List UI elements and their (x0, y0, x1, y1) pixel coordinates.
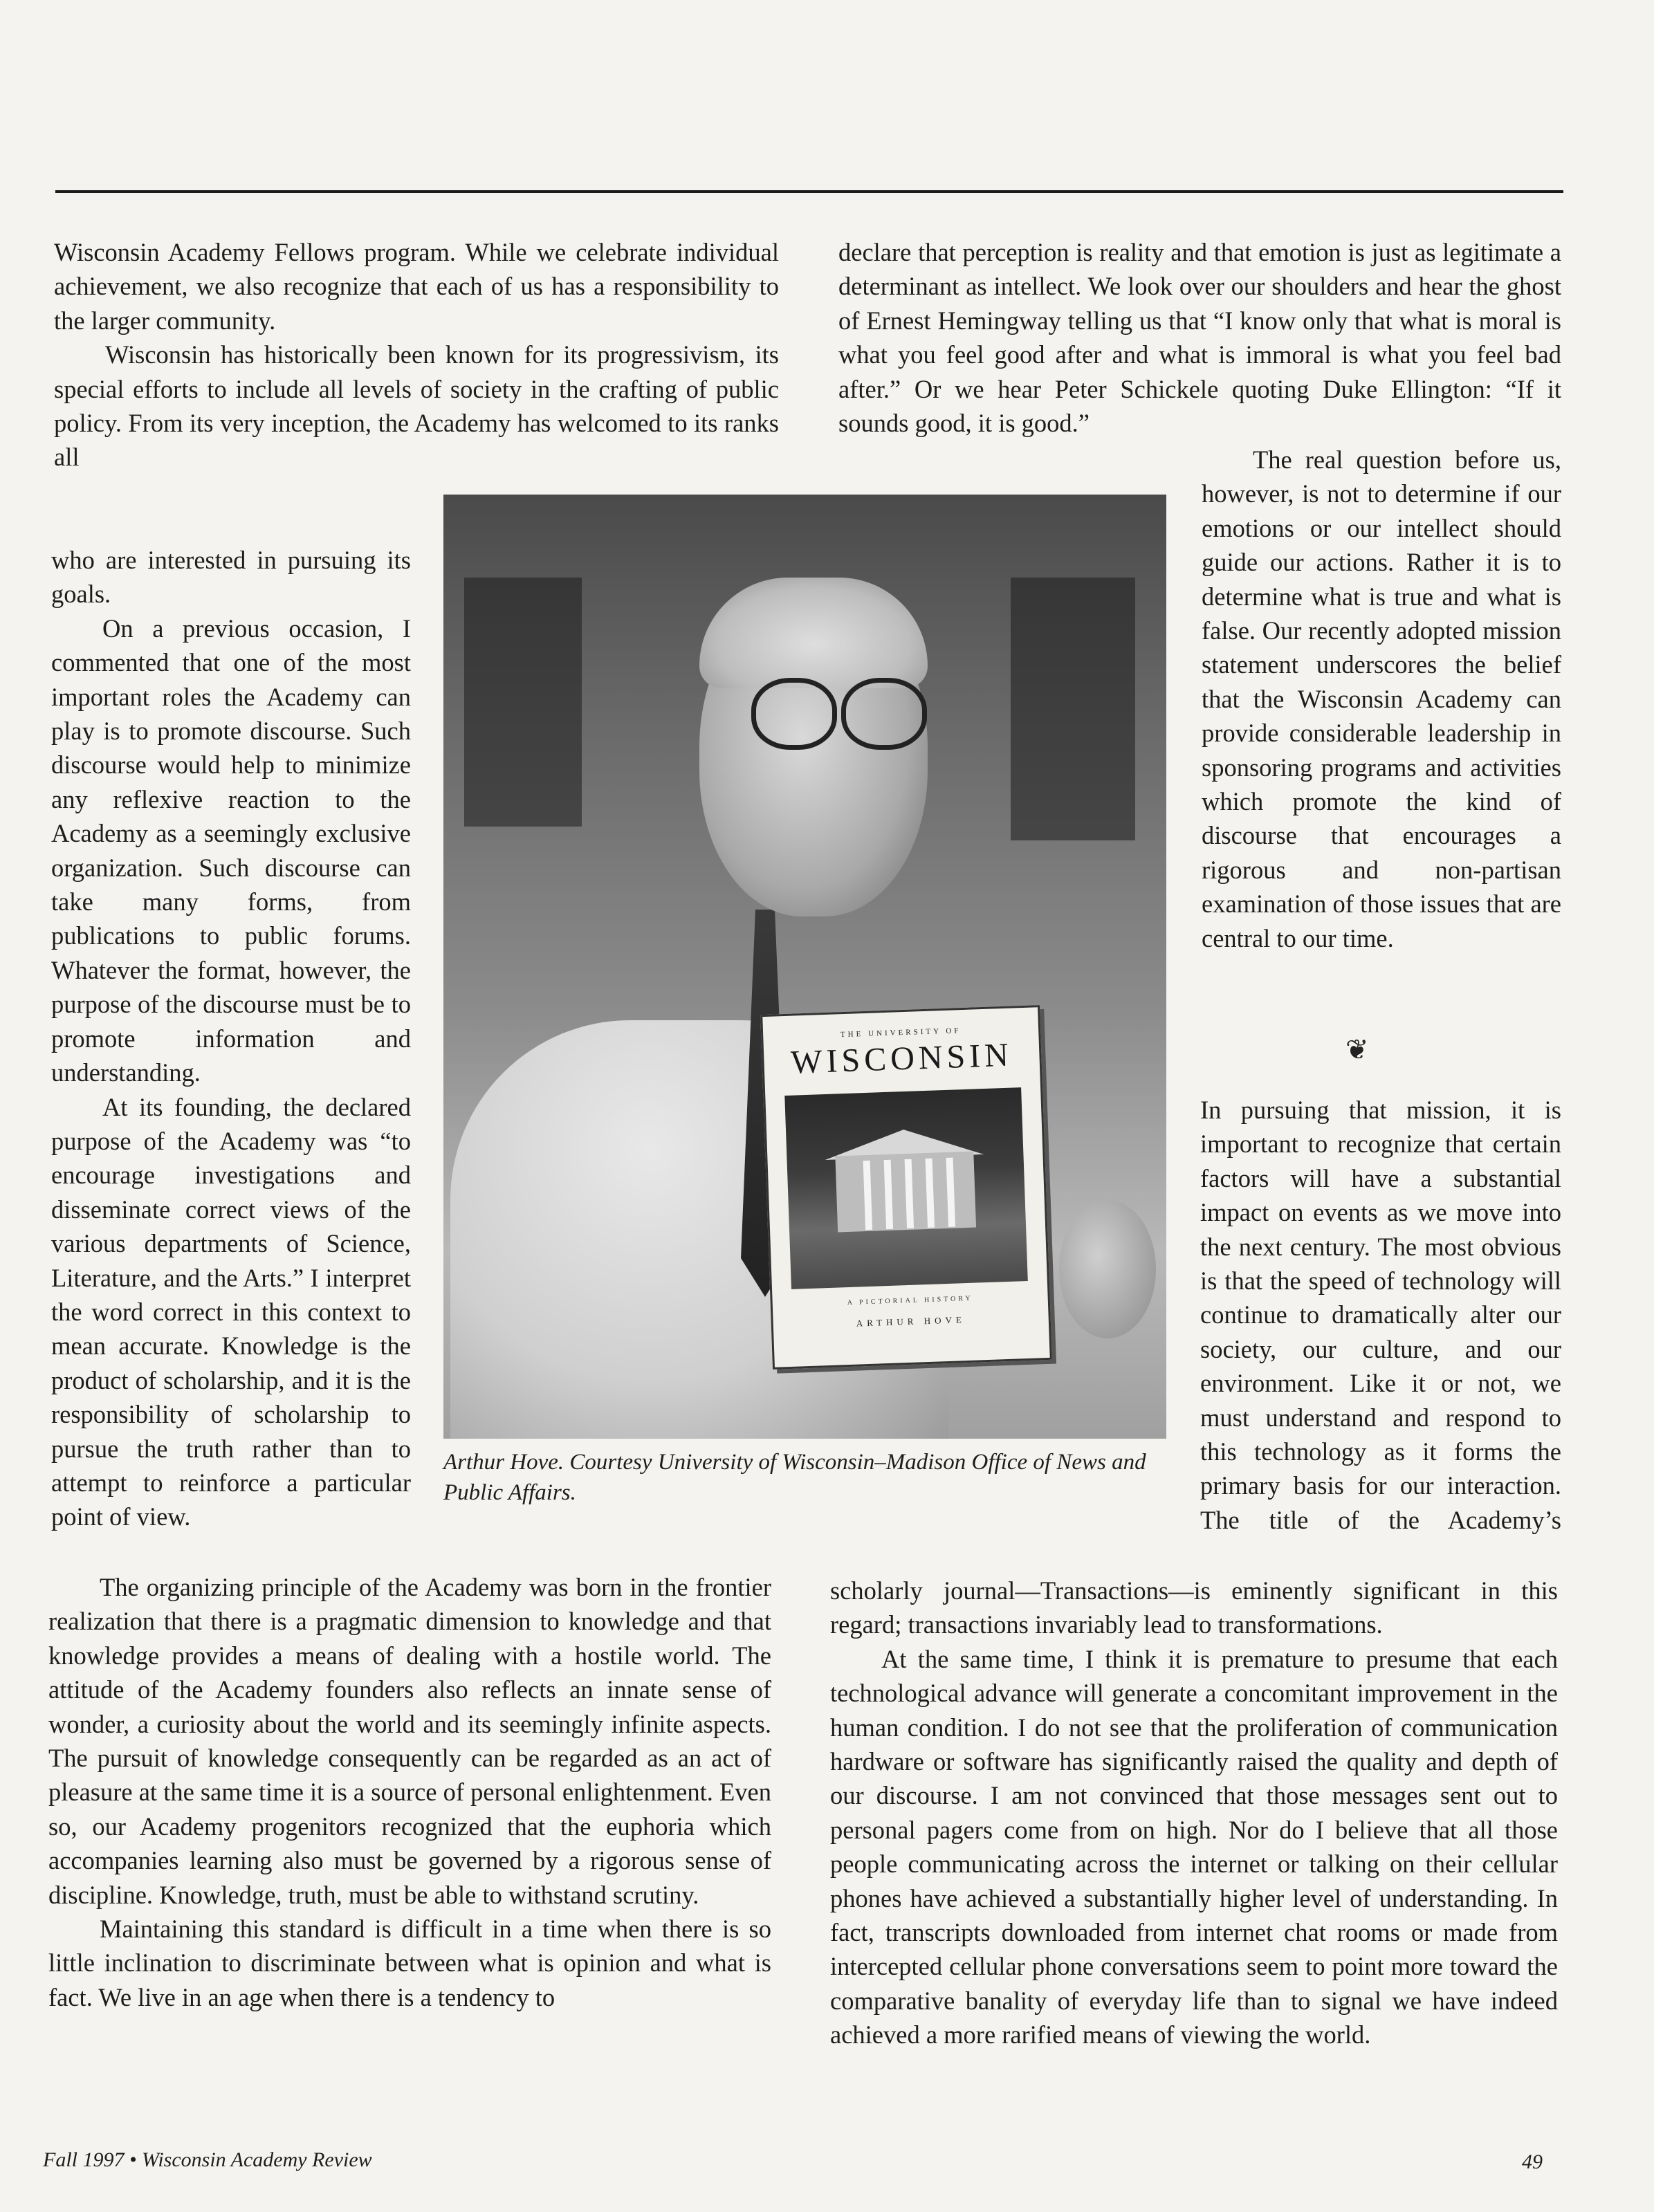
book-subtitle: A PICTORIAL HISTORY (847, 1294, 973, 1307)
left-column-top (54, 235, 779, 474)
paragraph: Maintaining this standard is difficult in a time when there is so little inclination to discriminate between what is opinion and what is fact. We live in an age when there is a tendency to (48, 1915, 771, 2011)
paragraph: At its founding, the declared purpose of the Academy was “to encourage investigations and disseminate correct views of the various departments of Science, Literature, and the Arts.” I interpret the word correct in this context to mean accurate. Knowledge is the product of scholarship, and it is the responsibility of scholarship to pursue the truth rather than to attempt to reinforce a particular point of view. (51, 1092, 411, 1531)
right-column-wrap (1202, 443, 1561, 955)
book-small-title: THE UNIVERSITY OF (840, 1026, 962, 1040)
paragraph: declare that perception is reality and that emotion is just as legitimate a determinant as intellect. We look over our shoulders and hear the ghost of Ernest Hemingway telling us that “I know only that what is moral is what you feel good after and what is immoral is what you feel bad after.” Or we hear Peter Schickele quoting Duke Ellington: “If it sounds good, it is good.” (838, 238, 1561, 438)
book-author: ARTHUR HOVE (856, 1314, 966, 1329)
glasses-right-lens (841, 678, 927, 750)
header-rule (55, 190, 1563, 193)
book-cover (760, 1005, 1052, 1370)
paragraph: On a previous occasion, I commented that one of the most important roles the Academy can play is to promote discourse. Such discourse would help to minimize any reflexive reaction to the Academy as a seemingly exclusive organization. Such discourse can take many forms, from publications to public forums. Whatever the format, however, the purpose of the discourse must be to promote information and understanding. (51, 614, 411, 1087)
paragraph: who are interested in pursuing its goals. (51, 546, 411, 609)
right-column-top (838, 235, 1561, 440)
book-title: WISCONSIN (790, 1036, 1013, 1081)
paragraph: scholarly journal—Transactions—is eminently significant in this regard; transactions invariably lead to transformations. (830, 1576, 1558, 1639)
background-window (464, 578, 582, 827)
man-hand (1059, 1200, 1156, 1338)
paragraph: The organizing principle of the Academy was born in the frontier realization that there is a pragmatic dimension to knowledge and that knowledge provides a means of dealing with a hostile world. The attitude of the Academy founders also reflects an innate sense of wonder, a curiosity about the world and its seemingly infinite aspects. The pursuit of knowledge consequently can be regarded as an act of pleasure at the same time it is a source of personal enlightenment. Even so, our Academy progenitors recognized that the euphoria which accompanies learning also must be governed by a rigorous sense of discipline. Knowledge, truth, must be able to withstand scrutiny. (48, 1573, 771, 1909)
section-ornament: ❦ (1345, 1034, 1369, 1065)
glasses-left-lens (751, 678, 837, 750)
page-number: 49 (1522, 2150, 1543, 2173)
book-cover-image (784, 1087, 1028, 1289)
paragraph: At the same time, I think it is premature to presume that each technological advance will generate a concomitant improvement in the human condition. I do not see that the proliferation of communication hardware or software has significantly raised the quality and depth of our discourse. I am not convinced that those messages sent out to personal pagers come from on high. Nor do I believe that all those people communicating across the internet or talking on their cellular phones have achieved a substantially higher level of understanding. In fact, transcripts downloaded from internet chat rooms or made from intercepted cellular phone conversations seem to point more toward the comparative banality of everyday life than to signal we have indeed achieved a more rarified means of viewing the world. (830, 1644, 1558, 2049)
right-column-bottom (830, 1574, 1558, 2052)
left-column-wrap (51, 543, 411, 1534)
paragraph: The real question before us, however, is not to determine if our emotions or our intellect should guide our actions. Rather it is to determine what is true and what is false. Our recently adopted mission statement underscores the belief that the Wisconsin Academy can provide considerable leadership in sponsoring programs and activities which promote the kind of discourse that encourages a rigorous and non-partisan examination of those issues that are central to our time. (1202, 445, 1561, 952)
background-window (1011, 578, 1135, 840)
portrait-photo (443, 495, 1166, 1439)
paragraph: Wisconsin has historically been known for its progressivism, its special efforts to include all levels of society in the crafting of public policy. From its very inception, the Academy has welcomed to its ranks all (54, 340, 779, 472)
right-column-wrap-2 (1200, 1093, 1561, 1537)
man-hair (699, 578, 928, 688)
photo-caption: Arthur Hove. Courtesy University of Wisconsin–Madison Office of News and Public Affairs. (443, 1450, 1146, 1505)
paragraph: Wisconsin Academy Fellows program. While we celebrate individual achievement, we also recognize that each of us has a responsibility to the larger community. (54, 238, 779, 335)
left-column-bottom (48, 1570, 771, 2014)
paragraph: In pursuing that mission, it is important to recognize that certain factors will have a substantial impact on events as we move into the next century. The most obvious is that the speed of technology will continue to dramatically alter our society, our culture, and our environment. Like it or not, we must understand and respond to this technology as it forms the primary basis for our interaction. The title of the Academy’s (1200, 1096, 1561, 1534)
footer-publication: Fall 1997 • Wisconsin Academy Review (43, 2148, 372, 2171)
